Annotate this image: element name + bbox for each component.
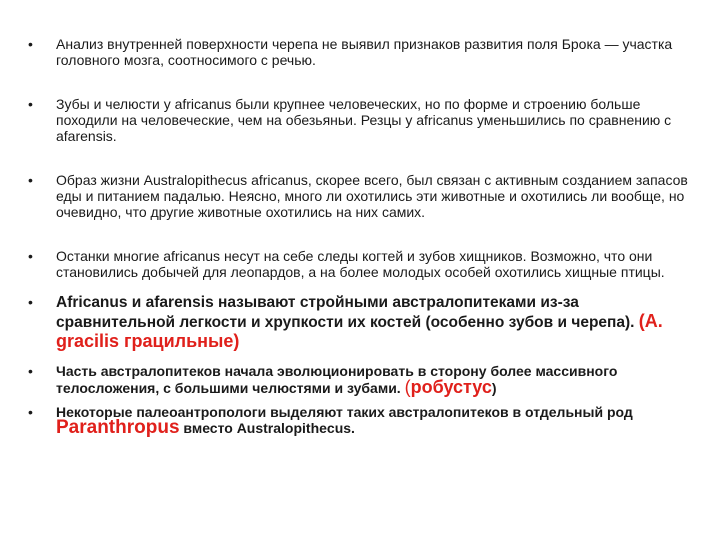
bullet-marker: • bbox=[28, 294, 33, 310]
robustus-open-paren: ( bbox=[404, 377, 411, 397]
bullet-marker: • bbox=[28, 363, 33, 379]
item-text: Часть австралопитеков начала эволюционировать в сторону более массивного телосложения, с большими челюстями и зубами. bbox=[56, 363, 618, 396]
bullet-list bbox=[28, 36, 698, 436]
bullet-marker: • bbox=[28, 36, 33, 52]
item-text: Анализ внутренней поверхности черепа не выявил признаков развития поля Брока — участка головного мозга, соотносимого с речью. bbox=[56, 36, 673, 68]
bullet-marker: • bbox=[28, 404, 33, 420]
bullet-marker: • bbox=[28, 248, 33, 264]
item-text: Некоторые палеоантропологи выделяют таких австралопитеков в отдельный род bbox=[56, 404, 633, 420]
item-text: Останки многие africanus несут на себе следы когтей и зубов хищников. Возможно, что они становились добычей для леопардов, а на более молодых особей охотились хищные птицы. bbox=[56, 248, 665, 280]
robustus-highlight: робустус bbox=[410, 377, 492, 397]
list-item bbox=[28, 96, 698, 144]
bullet-marker: • bbox=[28, 96, 33, 112]
robustus-close-paren: ) bbox=[491, 380, 497, 396]
item-text: Зубы и челюсти у africanus были крупнее человеческих, но по форме и строению больше походили на человеческие, чем на обезьяньи. Резцы у africanus уменьшились по сравнению с afarensis. bbox=[56, 96, 672, 144]
list-item bbox=[28, 363, 698, 396]
item-text: Africanus и afarensis называют стройными австралопитеками из-за сравнительной легкости и хрупкости их костей (особенно зубов и черепа). bbox=[56, 294, 635, 331]
list-item bbox=[28, 248, 698, 280]
list-item bbox=[28, 172, 698, 220]
gracilis-highlight: (A. gracilis грацильные) bbox=[56, 311, 663, 351]
list-item bbox=[28, 36, 698, 68]
paranthropus-highlight: Paranthropus bbox=[56, 417, 180, 438]
list-item bbox=[28, 404, 698, 436]
bullet-marker: • bbox=[28, 172, 33, 188]
item-text-after: вместо Australopithecus. bbox=[183, 420, 355, 436]
list-item bbox=[28, 293, 698, 352]
item-text: Образ жизни Australopithecus africanus, скорее всего, был связан с активным созданием запасов еды и питанием падалью. Неясно, много ли охотились эти животные и охотились ли вообще, но очевидно, что другие животные охотились на них самих. bbox=[56, 172, 688, 220]
